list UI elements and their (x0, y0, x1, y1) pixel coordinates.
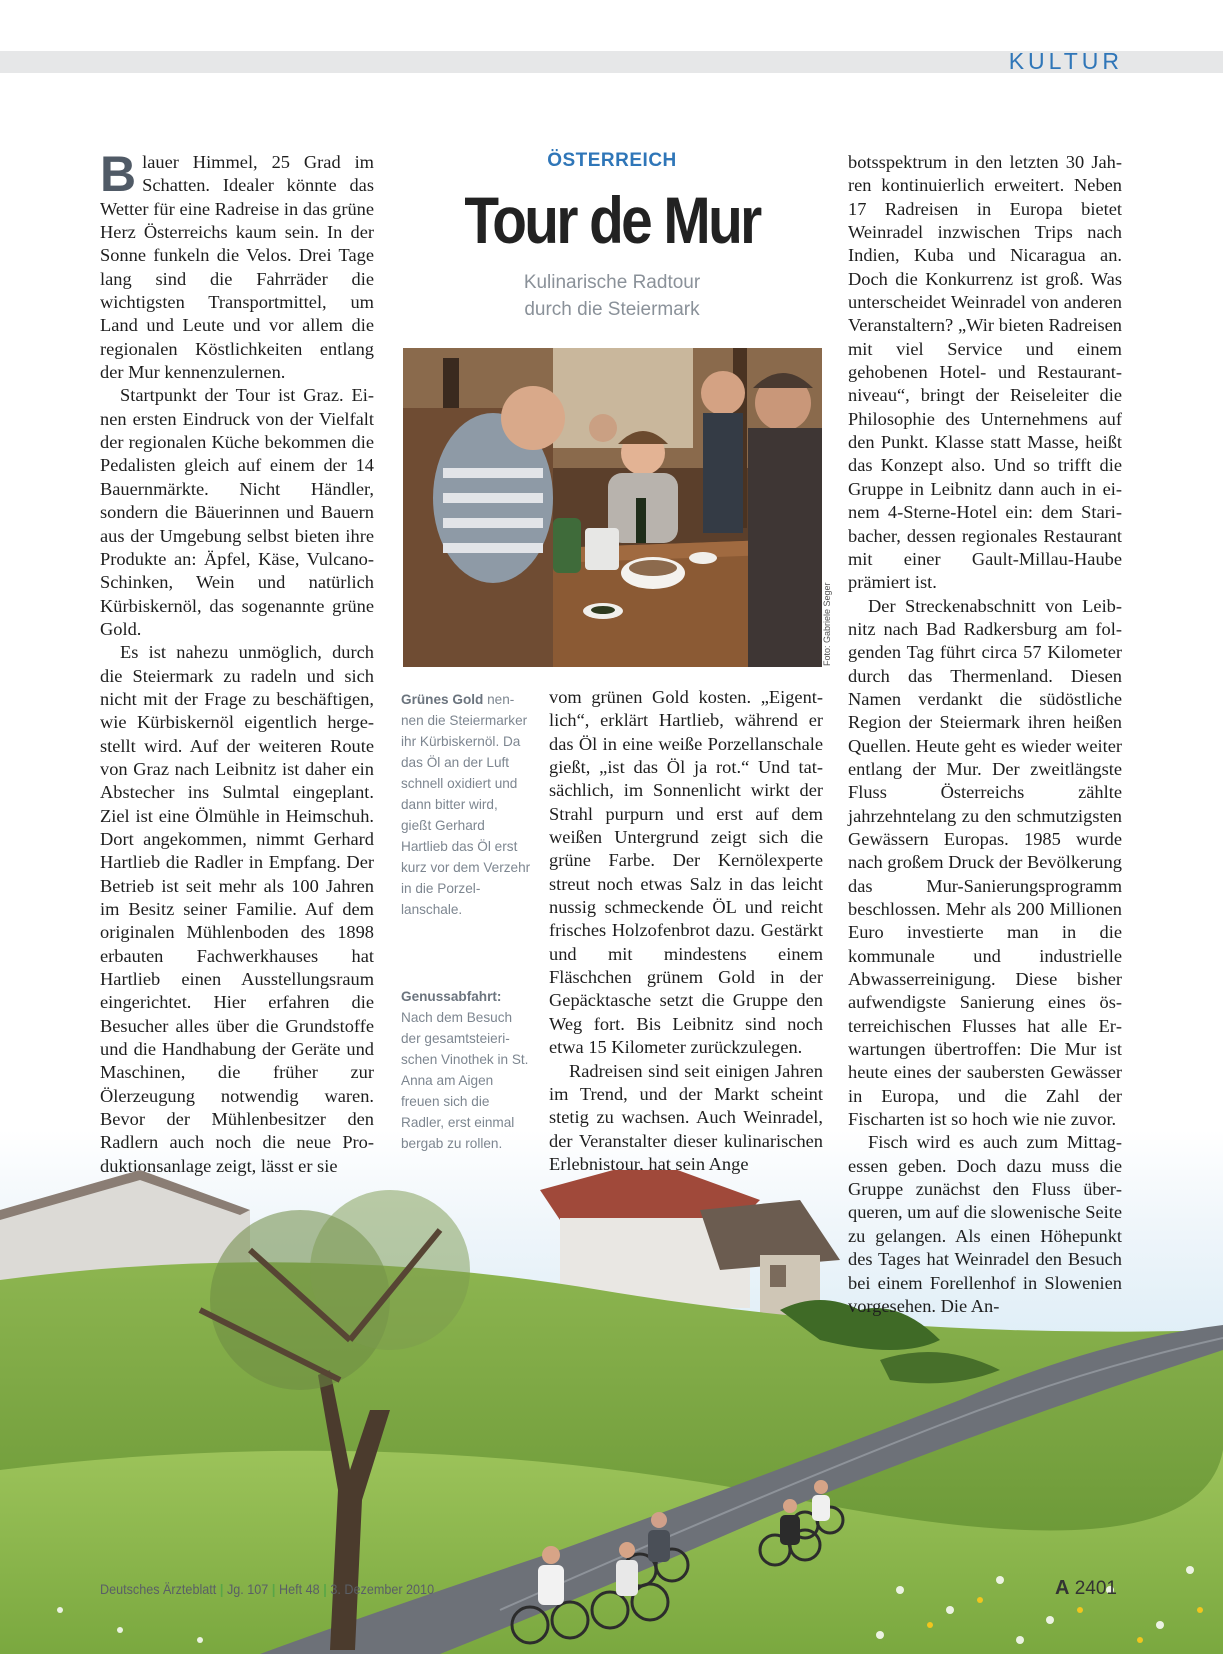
footer-citation (100, 1581, 434, 1597)
paragraph (100, 146, 374, 384)
paragraph: vom grünen Gold kosten. „Eigentlich“, erklärt Hartlieb, während er das Öl in eine weiße Porzellanschale gießt, „ist das Öl ja rot.“ Und tatsächlich, im Sonnenlicht wirkt der Strahl purpurn und erst auf dem weißen Untergrund zeigt sich die grüne Farbe. Der Kernölexperte streut noch etwas Salz in das leicht nussig schmeckende ÖL und reicht frisches Holzofenbrot dazu. Gestärkt und mit mindestens einem Fläschchen grünem Gold in der Gepäcktasche setzt die Gruppe den Weg fort. Bis Leibnitz sind noch etwa 15 Kilometer zurückzulegen. (549, 687, 823, 1058)
paragraph-text: lauer Himmel, 25 Grad im Schatten. Idealer könnte das Wetter für eine Radreise in das grüne Herz Österreichs kaum sein. In der Sonne funkeln die Velos. Drei Tage lang sind die Fahrräder die wichtigsten Transportmittel, um Land und Leute und vor allem die regionalen Köstlichkeiten entlang der Mur kennenzulernen. (100, 152, 374, 383)
drop-cap: B (100, 146, 137, 202)
caption-text: Nach dem Besuch der gesamtsteierischen Vinothek in St. Anna am Aigen freuen sich die Radler, erst einmal bergab zu rollen. (401, 1010, 529, 1151)
page-prefix: A (1054, 1577, 1070, 1599)
article-title: Tour de Mur (464, 183, 760, 257)
separator-icon: | (219, 1581, 224, 1597)
photo-credit (822, 582, 836, 666)
photo-credit-text: Foto: Gabriele Seger (822, 582, 832, 666)
paragraph: Fisch wird es auch zum Mittagessen geben. Doch dazu muss die Gruppe zunächst den Fluss überqueren, um auf die slowenische Seite zu gelangen. Als einen Höhepunkt des Tages hat Weinradel den Besuch bei einem Forellenhof in Slowenien vorgesehen. Die An- (848, 1132, 1122, 1316)
subtitle-line: durch die Steiermark (524, 299, 700, 320)
page-number (1055, 1577, 1117, 1600)
paragraph: Der Streckenabschnitt von Leibnitz nach Bad Radkersburg am folgenden Tag führt circa 57 Kilometer durch das Thermenland. Diesen Namen verdankt die südöstliche Region der Steiermark ihren heißen Quellen. Heute geht es wieder weiter entlang der Mur. Der zweitlängste Fluss Österreichs zählte jahrzehntelang zu den schmutzigsten Gewässern Europas. 1985 wurde nach großem Druck der Bevölkerung das Mur-Sanierungsprogramm beschlossen. Mehr als 200 Millionen Euro investierte man in die kommunale und industrielle Abwasserreinigung. Diese bisher aufwendigste Sanierung eines österreichischen Flusses hat alle Erwartungen übertroffen: Die Mur ist heute eines der saubersten Gewässer in Europa, und die Zahl der Fischarten ist so hoch wie nie zuvor. (848, 595, 1122, 1130)
journal-date: 3. Dezember 2010 (330, 1581, 435, 1597)
article-column-1 (100, 146, 374, 1178)
section-label: KULTUR (1008, 48, 1123, 74)
caption-title: Genussabfahrt: (401, 989, 502, 1004)
subtitle-line: Kulinarische Radtour (523, 272, 701, 293)
page-number-value: 2401 (1074, 1578, 1117, 1599)
oil-mill-photo (403, 348, 822, 667)
caption-text: nennen die Steiermarker ihr Kürbiskernöl. Da das Öl an der Luft schnell oxidiert und dann bitter wird, gießt Gerhard Hartlieb das Öl erst kurz vor dem Verzehr in die Porzellanschale. (401, 692, 531, 917)
photo-caption (401, 689, 531, 920)
journal-name: Deutsches Ärzteblatt (100, 1581, 217, 1597)
journal-issue: Heft 48 (279, 1581, 320, 1597)
oil-mill-photo-illustration (403, 348, 822, 667)
separator-icon: | (323, 1581, 327, 1597)
paragraph: Es ist nahezu unmöglich, durch die Steiermark zu radeln und sich nicht mit der Frage zu beschäftigen, wie Kürbiskernöl eigentlich hergestellt wird. Auf der weiteren Route von Graz nach Leibnitz ist daher ein Abstecher ins Sulmtal eingeplant. Ziel ist eine Ölmühle in Heimschuh. Dort angekommen, nimmt Gerhard Hartlieb die Radler in Empfang. Der Betrieb ist seit mehr als 100 Jahren im Besitz seiner Familie. Auf dem originalen Mühlenboden des 1898 erbauten Fachwerkhauses hat Hartlieb einen Ausstellungsraum eingerichtet. Hier erfahren die Besucher alles über die Grundstoffe und die Handhabung der Geräte und Maschinen, die früher zur Ölerzeugung notwendig waren. Bevor der Mühlenbesitzer den Radlern auch noch die neue Produktionsanlage zeigt, lässt er sie (100, 642, 374, 1176)
caption-title: Grünes Gold (401, 692, 484, 707)
article-column-3 (549, 686, 823, 1176)
article-column-4 (848, 151, 1122, 1318)
journal-volume: Jg. 107 (226, 1581, 269, 1597)
article-kicker: ÖSTERREICH (547, 150, 677, 171)
article-subtitle (402, 269, 822, 323)
separator-icon: | (271, 1581, 276, 1597)
paragraph: Startpunkt der Tour ist Graz. Einen ersten Eindruck von der Vielfalt der regionalen Küche bekommen die Pedalisten gleich auf einem der 14 Bauernmärkte. Nicht Händler, sondern die Bäuerinnen und Bauern aus der Umgebung selbst bieten ihre Produkte an: Äpfel, Käse, Vulcano-Schinken, Wein und natürlich Kürbiskernöl, das sogenannte grüne Gold. (100, 385, 374, 639)
landscape-caption (401, 986, 531, 1154)
paragraph: Radreisen sind seit einigen Jahren im Trend, und der Markt scheint stetig zu wachsen. Auch Weinradel, der Veranstalter dieser kulinarischen Erlebnistour, hat sein Ange (549, 1060, 823, 1174)
paragraph: botsspektrum in den letzten 30 Jahren kontinuierlich erweitert. Neben 17 Radreisen in Europa bietet Weinradel inzwischen Trips nach Indien, Kuba und Nicaragua an. Doch die Konkurrenz ist groß. Was unterscheidet Weinradel von anderen Veranstaltern? „Wir bieten Radreisen mit viel Service und einem gehobenen Hotel- und Restaurantniveau“, bringt der Reiseleiter die Philosophie des Unternehmens auf den Punkt. Klasse statt Masse, heißt das Konzept also. Und so trifft die Gruppe in Leibnitz dann auch in einem 4-Sterne-Hotel ein: dem Staribacher, dessen regionales Restaurant mit einer Gault-Millau-Haube prämiert ist. (848, 152, 1122, 593)
